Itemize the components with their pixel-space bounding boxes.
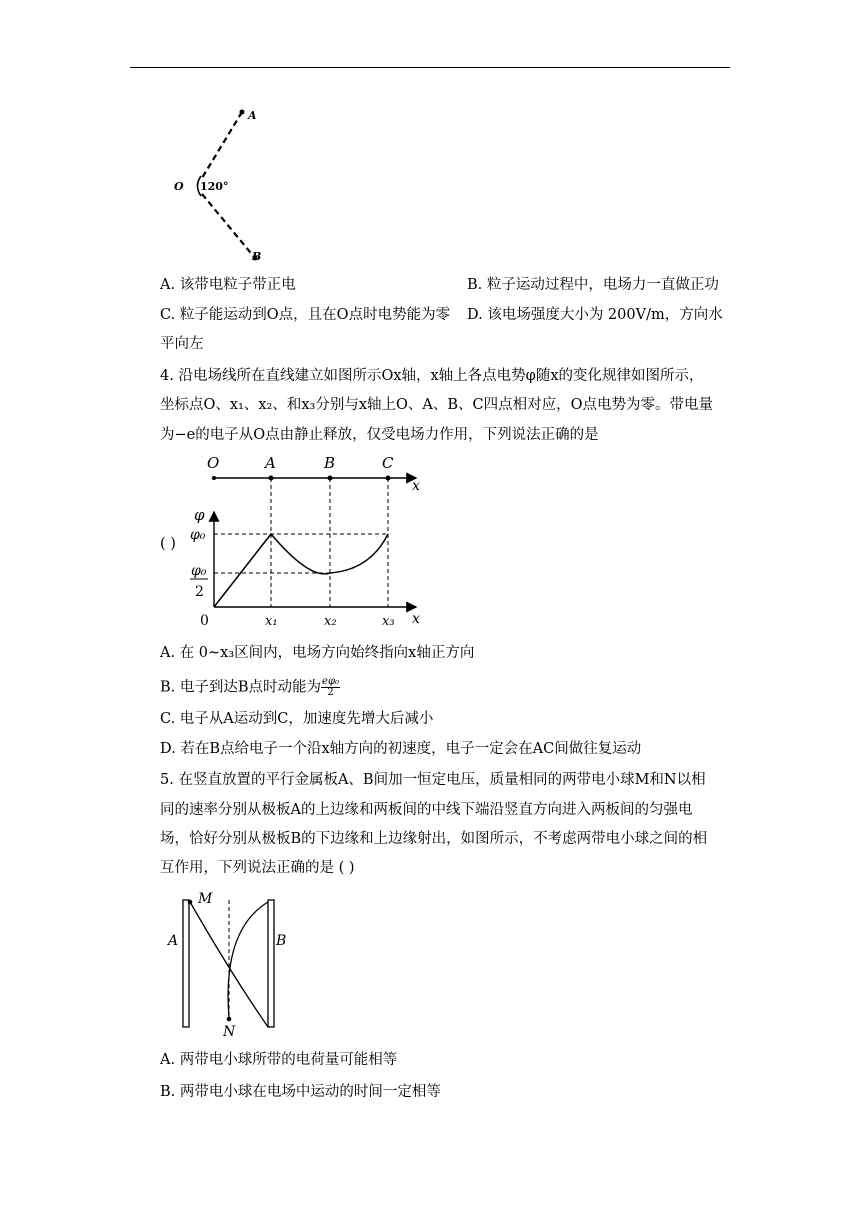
ray-oa [202,112,242,178]
potential-curve [214,534,388,607]
top-label-b: B [324,454,336,472]
q5-stem-line4: 互作用，下列说法正确的是 ( ) [160,860,355,876]
angle-figure [160,100,290,270]
label-m: M [198,891,213,907]
q4-stem-line1: 4. 沿电场线所在直线建立如图所示Ox轴，x轴上各点电势φ随x的变化规律如图所示， [160,368,704,384]
q3-option-b: B. 粒子运动过程中，电场力一直做正功 [467,277,719,293]
plate-a [183,900,189,1027]
q3-option-d: D. 该电场强度大小为 200V/m，方向水 [467,307,723,323]
phi-axis-label: φ [194,506,205,524]
q5-stem-line2: 同的速率分别从极板A的上边缘和两板间的中线下端沿竖直方向进入两板间的匀强电 [160,802,693,818]
half-phi0-num: φ₀ [191,563,207,579]
q4-option-b-num: eφ₀ [322,676,339,687]
q4-option-b-den: 2 [327,687,334,698]
x3-label: x₃ [382,614,395,629]
plates-figure [160,885,300,1040]
half-phi0-den: 2 [195,584,204,600]
trajectory-n [228,902,268,1018]
x-axis-label: x [412,611,420,627]
phi0-label: φ₀ [190,527,206,543]
top-label-o: O [207,454,220,472]
x1-label: x₁ [265,614,278,629]
q4-option-c: C. 电子从A运动到C，加速度先增大后减小 [160,711,434,727]
q5-option-b: B. 两带电小球在电场中运动的时间一定相等 [160,1084,441,1100]
header-rule [130,67,730,68]
q4-stem-line3: 为−e的电子从O点由静止释放，仅受电场力作用，下列说法正确的是 [160,427,599,443]
q5-stem-line1: 5. 在竖直放置的平行金属板A、B间加一恒定电压，质量相同的两带电小球M和N以相 [160,772,706,788]
q4-option-d: D. 若在B点给电子一个沿x轴方向的初速度，电子一定会在AC间做往复运动 [160,741,642,757]
ray-ob [202,194,255,258]
q4-option-b-fraction [321,677,340,698]
origin-label: 0 [200,613,209,629]
q3-option-c: C. 粒子能运动到O点，且在O点时电势能为零 [160,307,451,323]
label-a: A [248,109,257,122]
q4-stem-line2: 坐标点O、x₁、x₂、和x₃分别与x轴上O、A、B、C四点相对应，O点电势为零。带电量 [160,397,714,413]
top-label-c: C [382,454,394,472]
q5-option-a: A. 两带电小球所带的电荷量可能相等 [160,1052,398,1068]
plate-b [268,900,274,1027]
potential-graph [180,450,430,630]
label-plate-b: B [276,933,287,949]
label-n: N [223,1024,236,1040]
q4-option-b-text: B. 电子到达B点时动能为 [160,679,322,696]
top-axis-label: x [412,478,420,494]
q3-option-a: A. 该带电粒子带正电 [160,277,296,293]
x2-label: x₂ [324,614,337,629]
q4-option-b [160,677,340,698]
q4-option-a: A. 在 0~x₃区间内，电场方向始终指向x轴正方向 [160,645,475,661]
q5-stem-line3: 场，恰好分别从极板B的下边缘和上边缘射出，如图所示，不考虑两带电小球之间的相 [160,831,708,847]
top-label-a: A [265,454,276,472]
q3-option-d-cont: 平向左 [160,336,204,352]
label-angle: 120° [200,180,229,193]
label-b: B [252,250,262,263]
point-a [240,110,245,115]
label-plate-a: A [168,933,179,949]
q4-answer-paren: ( ) [160,536,176,552]
label-o: O [174,180,184,193]
